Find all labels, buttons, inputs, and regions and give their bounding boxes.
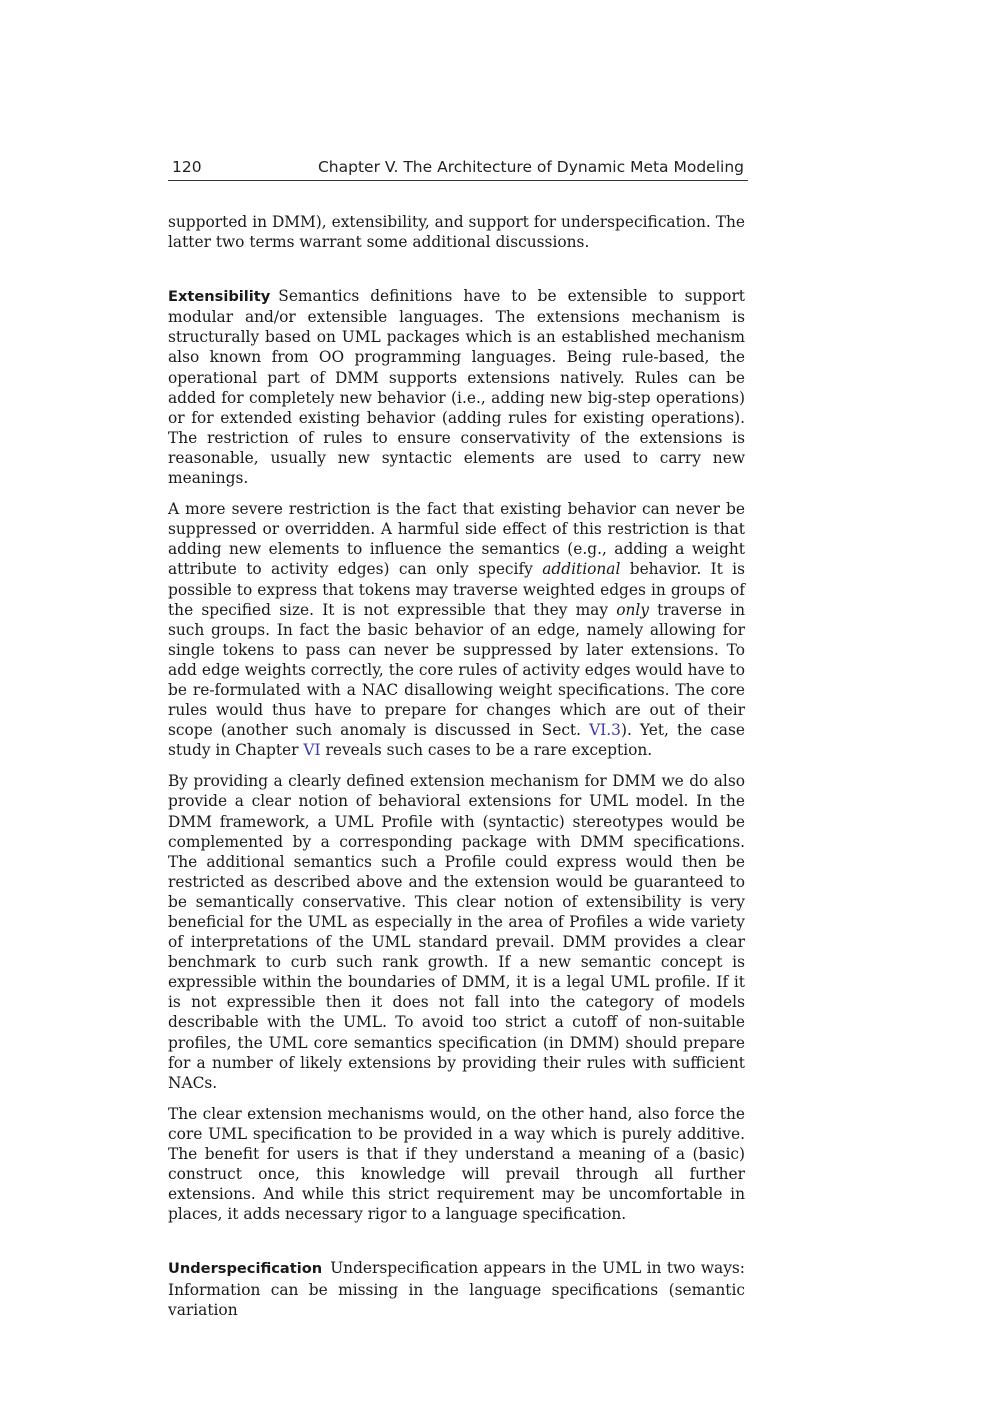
intro-text: supported in DMM), extensibility, and support for underspecification. The latter two terms warrant some additional discussions. (168, 213, 745, 252)
chapter-ref-link[interactable]: VI (303, 741, 321, 760)
body-text (168, 212, 745, 1320)
section-gap (168, 1224, 745, 1258)
extensibility-p3-text: By providing a clearly defined extension mechanism for DMM we do also provide a clear notion of behavioral extensions for UML model. In the DMM framework, a UML Profile with (syntactic) stereotypes would be complemented by a corresponding package with DMM specifications. The additional semantics such a Profile could express would then be restricted as described above and the extension would be guaranteed to be semantically conservative. This clear notion of extensibility is very beneficial for the UML as especially in the area of Profiles a wide variety of interpretations of the UML standard prevail. DMM provides a clear benchmark to curb such rank growth. If a new semantic concept is expressible within the boundaries of DMM, it is a legal UML profile. If it is not expressible then it does not fall into the category of models describable with the UML. To avoid too strict a cutoff of non-suitable profiles, the UML core semantics specification (in DMM) should prepare for a number of likely extensions by providing their rules with sufficient NACs. (168, 772, 745, 1092)
p2-text-b: behavior. It is possible to express that tokens may traverse weighted edges in groups of the specified size. It is not expressible that they may (168, 560, 745, 619)
emphasis-additional: additional (542, 560, 621, 579)
extensibility-paragraph-3 (168, 771, 745, 1093)
p2-text-d: ). Yet, the case study in Chapter (168, 721, 745, 760)
paragraph-gap (168, 1093, 745, 1104)
section-gap (168, 252, 745, 286)
paragraph-gap (168, 488, 745, 499)
underspecification-paragraph-1 (168, 1258, 745, 1319)
section-ref-link[interactable]: VI.3 (589, 721, 621, 740)
p2-text-c: traverse in such groups. In fact the basic behavior of an edge, namely allowing for single tokens to pass can never be suppressed by later extensions. To add edge weights correctly, the core rules of activity edges would have to be re-formulated with a NAC disallowing weight specifications. The core rules would thus have to prepare for changes which are out of their scope (another such anomaly is discussed in Sect. (168, 600, 745, 740)
p2-text-e: reveals such cases to be a rare exception. (320, 741, 653, 760)
extensibility-p4-text: The clear extension mechanisms would, on the other hand, also force the core UML specification to be provided in a way which is purely additive. The benefit for users is that if they understand a meaning of a (basic) construct once, this knowledge will prevail through all further extensions. And while this strict requirement may be uncomfortable in places, it adds necessary rigor to a language specification. (168, 1104, 745, 1224)
extensibility-heading: Extensibility (168, 288, 271, 306)
extensibility-paragraph-2 (168, 499, 745, 760)
underspecification-heading: Underspecification (168, 1260, 323, 1278)
paragraph-gap (168, 760, 745, 771)
chapter-title: Chapter V. The Architecture of Dynamic Meta Modeling (317, 158, 744, 176)
running-header (168, 156, 748, 181)
intro-paragraph (168, 212, 745, 252)
extensibility-paragraph-4 (168, 1104, 745, 1225)
underspecification-p1-text: Underspecification appears in the UML in two ways: Information can be missing in the language specifications (semantic variation (168, 1259, 745, 1319)
emphasis-only: only (616, 600, 649, 619)
extensibility-paragraph-1 (168, 286, 745, 488)
extensibility-p1-text: Semantics definitions have to be extensible to support modular and/or extensible languages. The extensions mechanism is structurally based on UML packages which is an established mechanism also known from OO programming languages. Being rule-based, the operational part of DMM supports extensions natively. Rules can be added for completely new behavior (i.e., adding new big-step operations) or for extended existing behavior (adding rules for existing operations). The restriction of rules to ensure conservativity of the extensions is reasonable, usually new syntactic elements are used to carry new meanings. (168, 287, 745, 488)
page-number: 120 (172, 158, 202, 176)
p2-text-a: A more severe restriction is the fact that existing behavior can never be suppressed or overridden. A harmful side effect of this restriction is that adding new elements to influence the semantics (e.g., adding a weight attribute to activity edges) can only specify (168, 500, 745, 579)
